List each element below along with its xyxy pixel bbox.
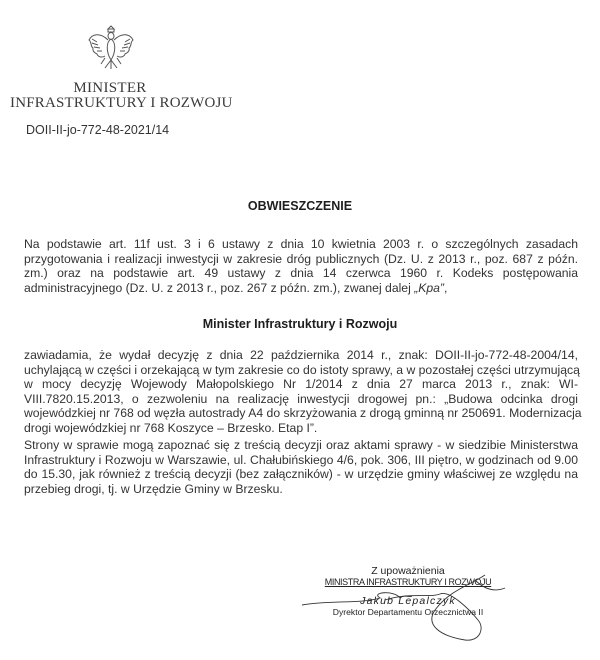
text-line: przygotowania i realizacji inwestycji w zakresie dróg publicznych (Dz. U. z 2013 r., poz. 687 z późn.	[24, 251, 578, 266]
text-line: VIII.7820.15.2013, o zezwoleniu na realizację inwestycji drogowej pn.: „Budowa odcinka drogi	[24, 391, 578, 406]
text-line: drogi wojewódzkiej nr 768 Koszyce – Brzesko. Etap I”.	[24, 420, 318, 435]
signatory-name: Jakub Lepalczyk	[360, 595, 456, 607]
text-line: uchylającą w części i orzekającą w tym zakresie co do istoty sprawy, a w pozostałej części utrzymującą	[24, 362, 580, 377]
text-segment: ,	[444, 280, 448, 295]
text-segment: administracyjnego (Dz. U. z 2013 r., poz. 267 z późn. zm.), zwanej dalej	[24, 280, 415, 295]
signatory-position: Dyrektor Departamentu Orzecznictwa II	[332, 607, 484, 617]
text-line: w mocy decyzję Wojewody Małopolskiego Nr 1/2014 z dnia 27 marca 2013 r., znak: WI-	[24, 377, 578, 392]
ministry-name: INFRASTRUKTURY I ROZWOJU	[10, 95, 233, 111]
kpa-abbreviation: „Kpa”	[414, 280, 444, 295]
polish-eagle-emblem	[86, 22, 136, 74]
text-line: zm.) oraz na podstawie art. 49 ustawy z dnia 14 czerwca 1960 r. Kodeks postępowania	[24, 266, 578, 281]
text-line: zawiadamia, że wydał decyzję z dnia 22 października 2014 r., znak: DOII-II-jo-772-48-2004/14,	[24, 348, 578, 362]
paragraph-legal-basis	[24, 237, 578, 295]
stamp-authorization: Z upoważnienia	[371, 565, 445, 577]
text-line: wojewódzkiej nr 768 od węzła autostrady A4 do skrzyżowania z drogą gminną nr 250691. Modernizacja	[24, 406, 582, 421]
text-line	[24, 281, 578, 296]
paragraph-decision	[24, 348, 582, 436]
issuer-heading: Minister Infrastruktury i Rozwoju	[202, 317, 398, 331]
stamp-office: MINISTRA INFRASTRUKTURY I ROZWOJU	[324, 577, 492, 587]
reference-number: DOII-II-jo-772-48-2021/14	[26, 123, 170, 137]
document-title: OBWIESZCZENIE	[247, 199, 353, 213]
handwritten-signature	[300, 570, 530, 650]
text-line: do 15.30, jak również z treścią decyzji (bez załączników) - w urzędzie gminy właściwej ze względu na	[24, 467, 578, 482]
minister-heading: MINISTER	[73, 80, 147, 96]
text-line: Na podstawie art. 11f ust. 3 i 6 ustawy z dnia 10 kwietnia 2003 r. o szczególnych zasadach	[24, 237, 578, 251]
text-line: Strony w sprawie mogą zapoznać się z treścią decyzji oraz aktami sprawy - w siedzibie Ministerstwa	[24, 438, 578, 452]
text-line: Infrastruktury i Rozwoju w Warszawie, ul. Chałubińskiego 4/6, pok. 306, III piętro, w godzinach od 9.00	[24, 452, 578, 467]
paragraph-access-info	[24, 438, 578, 496]
text-line: przebieg drogi, tj. w Urzędzie Gminy w Brzesku.	[24, 481, 283, 496]
